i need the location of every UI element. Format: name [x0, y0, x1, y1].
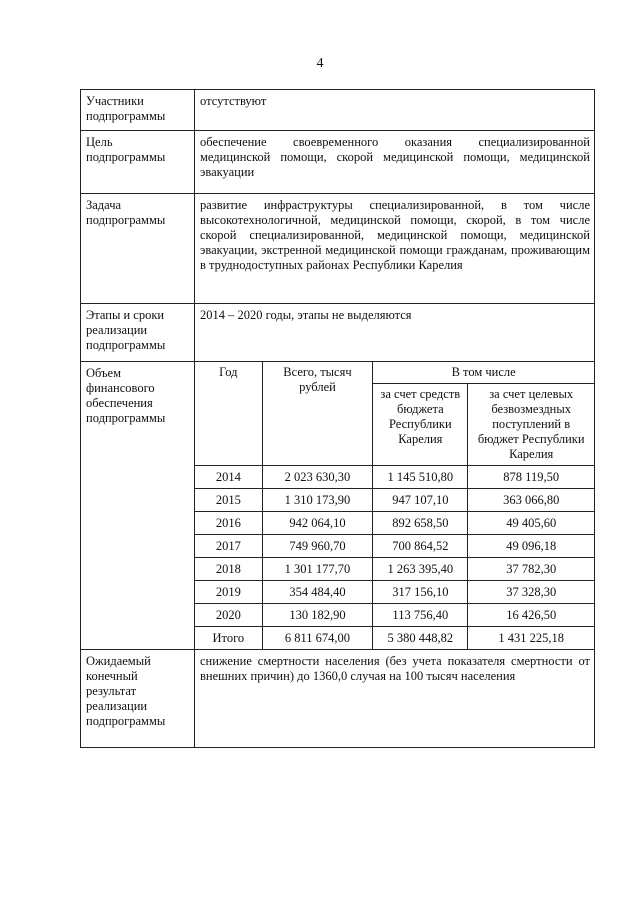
grants-header: за счет целевых безвозмездных поступлений в бюджет Республики Карелия: [468, 384, 594, 466]
budget-header: за счет средств бюджета Республики Карелия: [373, 384, 468, 466]
financing-data-row: [195, 581, 594, 604]
financing-table-cell: [195, 362, 595, 650]
year-cell: 2017: [195, 535, 262, 558]
budget-cell: 700 864,52: [373, 535, 468, 558]
budget-cell: 947 107,10: [373, 489, 468, 512]
goal-label: Цель подпрограммы: [81, 131, 195, 194]
financing-data-row: [195, 512, 594, 535]
financing-label: Объем финансового обеспечения подпрограммы: [81, 362, 195, 650]
stages-label: Этапы и сроки реализации подпрограммы: [81, 304, 195, 362]
year-cell: 2014: [195, 466, 262, 489]
goal-value: обеспечение своевременного оказания специализированной медицинской помощи, скорой медицинской помощи, медицинской эвакуации: [195, 131, 595, 194]
goal-row: [81, 131, 595, 194]
year-cell: 2016: [195, 512, 262, 535]
year-cell: 2020: [195, 604, 262, 627]
subprogram-passport-table: [80, 89, 595, 748]
participants-label: Участники подпрограммы: [81, 90, 195, 131]
year-cell: Итого: [195, 627, 262, 650]
budget-cell: 1 145 510,80: [373, 466, 468, 489]
result-row: [81, 650, 595, 748]
financing-data-row: [195, 489, 594, 512]
budget-cell: 1 263 395,40: [373, 558, 468, 581]
financing-table: [195, 362, 594, 649]
grants-cell: 878 119,50: [468, 466, 594, 489]
grants-cell: 49 405,60: [468, 512, 594, 535]
task-value: развитие инфраструктуры специализированной, в том числе высокотехнологичной, медицинской помощи, скорой, в том числе скорой специализированной, медицинской помощи, медицинской эвакуации, экстренной медицинской помощи гражданам, проживающим в труднодоступных районах Республики Карелия: [195, 194, 595, 304]
including-header: В том числе: [373, 362, 594, 384]
budget-cell: 113 756,40: [373, 604, 468, 627]
stages-value: 2014 – 2020 годы, этапы не выделяются: [195, 304, 595, 362]
total-cell: 130 182,90: [262, 604, 373, 627]
budget-cell: 317 156,10: [373, 581, 468, 604]
budget-cell: 892 658,50: [373, 512, 468, 535]
financing-row: [81, 362, 595, 650]
total-cell: 1 301 177,70: [262, 558, 373, 581]
total-header: Всего, тысяч рублей: [262, 362, 373, 466]
total-cell: 6 811 674,00: [262, 627, 373, 650]
total-cell: 2 023 630,30: [262, 466, 373, 489]
participants-value: отсутствуют: [195, 90, 595, 131]
financing-data-row: [195, 535, 594, 558]
total-cell: 1 310 173,90: [262, 489, 373, 512]
total-cell: 942 064,10: [262, 512, 373, 535]
task-label: Задача подпрограммы: [81, 194, 195, 304]
financing-header-row-1: [195, 362, 594, 384]
year-cell: 2018: [195, 558, 262, 581]
page-number: 4: [316, 56, 324, 71]
stages-row: [81, 304, 595, 362]
grants-cell: 37 328,30: [468, 581, 594, 604]
grants-cell: 1 431 225,18: [468, 627, 594, 650]
budget-cell: 5 380 448,82: [373, 627, 468, 650]
grants-cell: 363 066,80: [468, 489, 594, 512]
grants-cell: 49 096,18: [468, 535, 594, 558]
year-cell: 2019: [195, 581, 262, 604]
total-cell: 354 484,40: [262, 581, 373, 604]
grants-cell: 37 782,30: [468, 558, 594, 581]
result-value: снижение смертности населения (без учета показателя смертности от внешних причин) до 1360,0 случая на 100 тысяч населения: [195, 650, 595, 748]
year-cell: 2015: [195, 489, 262, 512]
financing-data-row: [195, 627, 594, 650]
grants-cell: 16 426,50: [468, 604, 594, 627]
participants-row: [81, 90, 595, 131]
financing-data-row: [195, 466, 594, 489]
total-cell: 749 960,70: [262, 535, 373, 558]
financing-data-row: [195, 558, 594, 581]
financing-data-row: [195, 604, 594, 627]
result-label: Ожидаемый конечный результат реализации подпрограммы: [81, 650, 195, 748]
task-row: [81, 194, 595, 304]
year-header: Год: [195, 362, 262, 466]
